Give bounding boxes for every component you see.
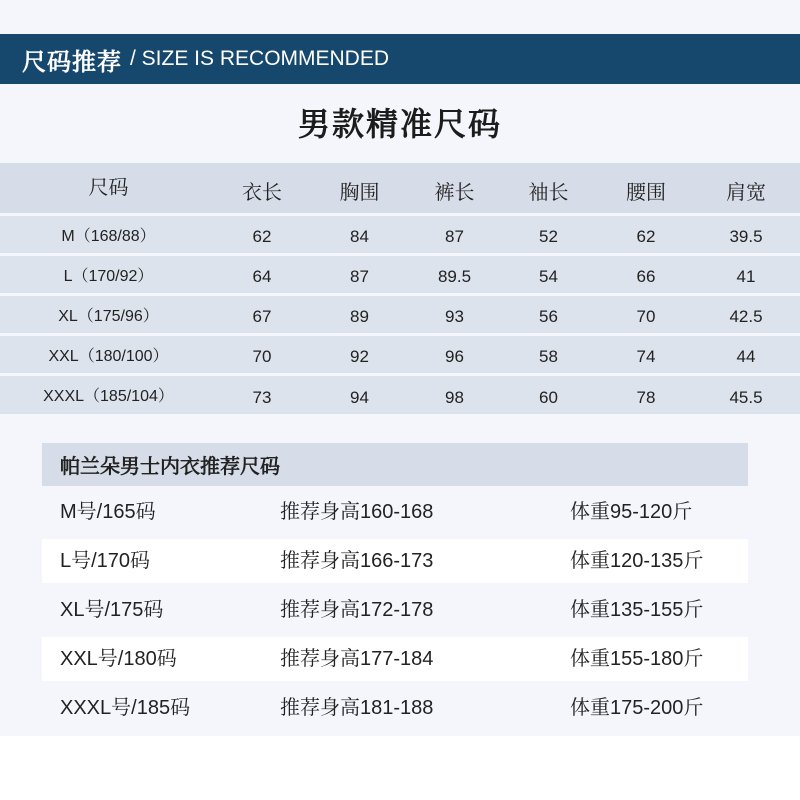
column-header: 胸围 — [339, 182, 380, 205]
rec-weight: 体重95-120斤 — [570, 501, 693, 523]
table-cell: 87 — [350, 267, 369, 286]
rec-size: XXXL号/185码 — [60, 697, 191, 719]
recommend-list — [42, 490, 748, 735]
table-cell: 70 — [252, 347, 272, 366]
table-cell: 98 — [445, 387, 464, 407]
table-cell: 39.5 — [729, 227, 763, 246]
rec-size: L号/170码 — [60, 550, 151, 572]
rec-weight: 体重135-155斤 — [570, 599, 704, 621]
header-title-zh: 尺码推荐 — [22, 47, 122, 76]
table-row — [0, 214, 800, 254]
rec-size: M号/165码 — [60, 501, 156, 523]
rec-height: 推荐身高166-173 — [280, 550, 434, 572]
column-header: 腰围 — [626, 182, 666, 205]
table-cell: 78 — [636, 387, 656, 407]
list-item — [42, 588, 748, 632]
table-cell: 45.5 — [729, 387, 763, 407]
table-cell: 96 — [445, 347, 464, 366]
table-cell: 60 — [539, 387, 558, 407]
table-cell: 41 — [736, 267, 756, 286]
rec-height: 推荐身高177-184 — [280, 648, 434, 670]
rec-height: 推荐身高160-168 — [280, 501, 434, 523]
table-cell: XXXL（185/104） — [43, 388, 174, 406]
table-row — [0, 254, 800, 294]
rec-height: 推荐身高172-178 — [280, 599, 434, 621]
table-row — [0, 294, 800, 334]
table-cell: 70 — [636, 307, 656, 326]
table-cell: 64 — [252, 267, 272, 286]
recommend-title: 帕兰朵男士内衣推荐尺码 — [60, 454, 280, 478]
table-cell: 62 — [252, 227, 272, 246]
table-cell: 73 — [252, 387, 272, 407]
table-cell: 66 — [636, 267, 656, 286]
recommend-header — [42, 443, 748, 486]
table-cell: 92 — [350, 347, 369, 366]
table-cell: 93 — [445, 307, 464, 326]
table-cell: 89.5 — [437, 267, 472, 286]
column-header: 肩宽 — [726, 182, 766, 205]
table-cell: XXL（180/100） — [48, 347, 169, 365]
table-cell: 62 — [636, 227, 656, 246]
list-item — [42, 686, 748, 730]
rec-size: XXL号/180码 — [60, 648, 177, 670]
table-cell: 87 — [445, 227, 464, 246]
table-cell: XL（175/96） — [58, 307, 159, 325]
list-item — [42, 490, 748, 534]
table-row — [0, 374, 800, 414]
table-row — [0, 334, 800, 374]
table-cell: 56 — [539, 307, 558, 326]
list-item — [42, 637, 748, 681]
table-cell: 74 — [636, 347, 656, 366]
table-cell: 52 — [539, 227, 558, 246]
section-header-bar — [0, 34, 800, 84]
page-title: 男款精准尺码 — [297, 105, 502, 143]
table-cell: M（168/88） — [61, 227, 156, 245]
table-cell: L（170/92） — [63, 267, 154, 285]
table-cell: 44 — [736, 347, 756, 366]
size-chart-table — [0, 163, 800, 414]
rec-weight: 体重155-180斤 — [570, 648, 704, 670]
table-cell: 94 — [350, 387, 369, 407]
rec-height: 推荐身高181-188 — [280, 697, 434, 719]
table-cell: 89 — [350, 307, 369, 326]
column-header: 衣长 — [242, 182, 282, 205]
header-title-en: / SIZE IS RECOMMENDED — [130, 47, 390, 70]
column-header: 裤长 — [434, 182, 475, 205]
table-cell: 58 — [539, 347, 558, 366]
table-header-row — [0, 163, 800, 214]
column-header: 尺码 — [88, 177, 129, 200]
table-cell: 42.5 — [729, 307, 763, 326]
table-cell: 67 — [252, 307, 272, 326]
table-cell: 54 — [539, 267, 558, 286]
column-header: 袖长 — [528, 182, 569, 205]
rec-weight: 体重120-135斤 — [570, 550, 704, 572]
list-item — [42, 539, 748, 583]
rec-weight: 体重175-200斤 — [570, 697, 704, 719]
rec-size: XL号/175码 — [60, 599, 164, 621]
table-cell: 84 — [350, 227, 369, 246]
